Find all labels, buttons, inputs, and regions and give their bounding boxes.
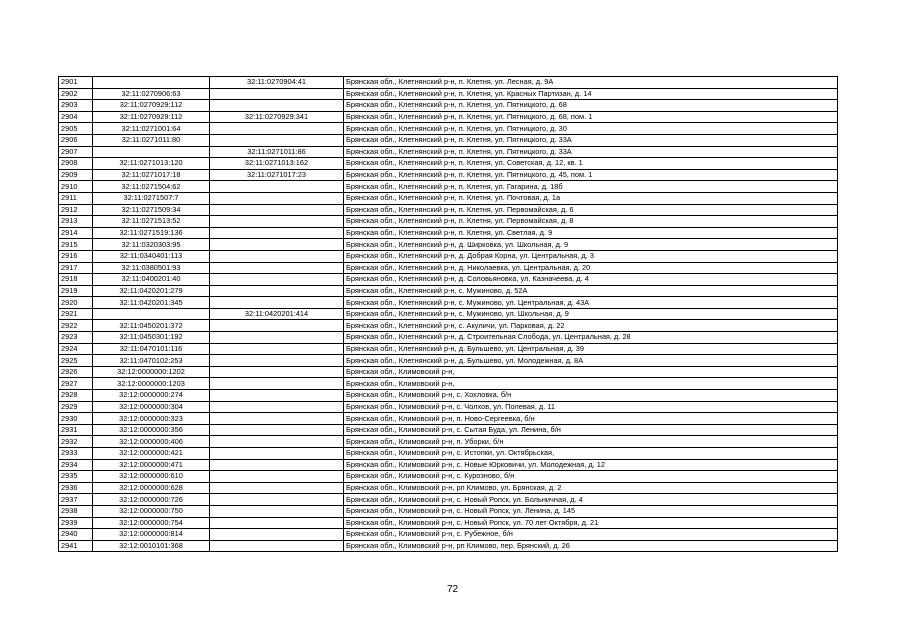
table-row — [59, 274, 838, 286]
row-number-cell: 2911 — [59, 192, 93, 204]
table-row — [59, 169, 838, 181]
cadastral-number-cell: 32:11:0271504:62 — [93, 181, 210, 193]
building-cadastral-number-cell — [210, 274, 344, 286]
address-cell: Брянская обл., Клетнянский р-н, с. Акуличи, ул. Парковая, д. 22 — [344, 320, 838, 332]
address-cell: Брянская обл., Климовский р-н, с. Новый Ропск, ул. Больничная, д. 4 — [344, 494, 838, 506]
address-cell: Брянская обл., Клетнянский р-н, п. Клетня, ул. Светлая, д. 9 — [344, 227, 838, 239]
cadastral-number-cell — [93, 308, 210, 320]
row-number-cell: 2925 — [59, 355, 93, 367]
row-number-cell: 2928 — [59, 390, 93, 402]
address-cell: Брянская обл., Климовский р-н, с. Рубежное, б/н — [344, 529, 838, 541]
table-row — [59, 158, 838, 170]
building-cadastral-number-cell: 32:11:0271017:23 — [210, 169, 344, 181]
row-number-cell: 2924 — [59, 343, 93, 355]
row-number-cell: 2905 — [59, 123, 93, 135]
table-row — [59, 355, 838, 367]
building-cadastral-number-cell — [210, 181, 344, 193]
table-row — [59, 77, 838, 89]
building-cadastral-number-cell — [210, 424, 344, 436]
row-number-cell: 2929 — [59, 401, 93, 413]
address-cell: Брянская обл., Климовский р-н, — [344, 366, 838, 378]
address-cell: Брянская обл., Клетнянский р-н, п. Клетня, ул. Пятницкого, д. 30 — [344, 123, 838, 135]
table-row — [59, 471, 838, 483]
cadastral-number-cell: 32:11:0271509:34 — [93, 204, 210, 216]
table-row — [59, 308, 838, 320]
property-table — [58, 76, 838, 552]
cadastral-number-cell: 32:11:0380501:93 — [93, 262, 210, 274]
address-cell: Брянская обл., Клетнянский р-н, п. Клетня, ул. Пятницкого, д. 68, пом. 1 — [344, 111, 838, 123]
cadastral-number-cell: 32:12:0000000:323 — [93, 413, 210, 425]
table-row — [59, 436, 838, 448]
building-cadastral-number-cell — [210, 332, 344, 344]
row-number-cell: 2909 — [59, 169, 93, 181]
row-number-cell: 2910 — [59, 181, 93, 193]
address-cell: Брянская обл., Клетнянский р-н, д. Бульшево, ул. Центральная, д. 39 — [344, 343, 838, 355]
table-row — [59, 529, 838, 541]
cadastral-number-cell: 32:12:0000000:471 — [93, 459, 210, 471]
building-cadastral-number-cell — [210, 320, 344, 332]
table-row — [59, 250, 838, 262]
cadastral-number-cell: 32:11:0271013:120 — [93, 158, 210, 170]
building-cadastral-number-cell — [210, 413, 344, 425]
row-number-cell: 2918 — [59, 274, 93, 286]
table-row — [59, 216, 838, 228]
table-row — [59, 204, 838, 216]
address-cell: Брянская обл., Клетнянский р-н, д. Ширковка, ул. Школьная, д. 9 — [344, 239, 838, 251]
building-cadastral-number-cell — [210, 343, 344, 355]
table-row — [59, 320, 838, 332]
address-cell: Брянская обл., Клетнянский р-н, п. Клетня, ул. Гагарина, д. 18б — [344, 181, 838, 193]
table-row — [59, 378, 838, 390]
cadastral-number-cell: 32:12:0000000:814 — [93, 529, 210, 541]
table-row — [59, 332, 838, 344]
address-cell: Брянская обл., Клетнянский р-н, с. Мужиново, ул. Школьная, д. 9 — [344, 308, 838, 320]
address-cell: Брянская обл., Климовский р-н, рп Климово, ул. Брянская, д. 2 — [344, 482, 838, 494]
cadastral-number-cell — [93, 77, 210, 89]
cadastral-number-cell: 32:11:0271507:7 — [93, 192, 210, 204]
table-row — [59, 517, 838, 529]
row-number-cell: 2935 — [59, 471, 93, 483]
row-number-cell: 2908 — [59, 158, 93, 170]
address-cell: Брянская обл., Климовский р-н, с. Курозново, б/н — [344, 471, 838, 483]
building-cadastral-number-cell — [210, 390, 344, 402]
cadastral-number-cell: 32:11:0470102:253 — [93, 355, 210, 367]
table-row — [59, 227, 838, 239]
cadastral-number-cell: 32:11:0271513:52 — [93, 216, 210, 228]
row-number-cell: 2941 — [59, 540, 93, 552]
building-cadastral-number-cell — [210, 88, 344, 100]
table-row — [59, 482, 838, 494]
table-body — [59, 77, 838, 552]
row-number-cell: 2920 — [59, 297, 93, 309]
cadastral-number-cell: 32:11:0270929:112 — [93, 100, 210, 112]
cadastral-number-cell: 32:11:0420201:345 — [93, 297, 210, 309]
cadastral-number-cell: 32:12:0000000:726 — [93, 494, 210, 506]
address-cell: Брянская обл., Клетнянский р-н, п. Клетня, ул. Первомайская, д. 8 — [344, 216, 838, 228]
address-cell: Брянская обл., Клетнянский р-н, п. Клетня, ул. Красных Партизан, д. 14 — [344, 88, 838, 100]
cadastral-number-cell: 32:11:0320303:95 — [93, 239, 210, 251]
table-row — [59, 366, 838, 378]
building-cadastral-number-cell — [210, 459, 344, 471]
row-number-cell: 2926 — [59, 366, 93, 378]
cadastral-number-cell: 32:12:0000000:421 — [93, 448, 210, 460]
row-number-cell: 2902 — [59, 88, 93, 100]
table-row — [59, 505, 838, 517]
building-cadastral-number-cell — [210, 540, 344, 552]
row-number-cell: 2906 — [59, 134, 93, 146]
table-row — [59, 100, 838, 112]
building-cadastral-number-cell — [210, 436, 344, 448]
cadastral-number-cell: 32:12:0000000:754 — [93, 517, 210, 529]
building-cadastral-number-cell — [210, 239, 344, 251]
table-row — [59, 192, 838, 204]
address-cell: Брянская обл., Климовский р-н, п. Ново-Сергеевка, б/н — [344, 413, 838, 425]
table-row — [59, 343, 838, 355]
address-cell: Брянская обл., Клетнянский р-н, п. Клетня, ул. Почтовая, д. 1а — [344, 192, 838, 204]
building-cadastral-number-cell — [210, 505, 344, 517]
building-cadastral-number-cell — [210, 529, 344, 541]
row-number-cell: 2940 — [59, 529, 93, 541]
building-cadastral-number-cell — [210, 494, 344, 506]
row-number-cell: 2921 — [59, 308, 93, 320]
address-cell: Брянская обл., Клетнянский р-н, п. Клетня, ул. Пятницкого, д. 45, пом. 1 — [344, 169, 838, 181]
row-number-cell: 2933 — [59, 448, 93, 460]
building-cadastral-number-cell — [210, 366, 344, 378]
building-cadastral-number-cell — [210, 401, 344, 413]
address-cell: Брянская обл., Климовский р-н, с. Сытая Буда, ул. Ленина, б/н — [344, 424, 838, 436]
cadastral-number-cell: 32:11:0270929:112 — [93, 111, 210, 123]
building-cadastral-number-cell: 32:11:0270929:341 — [210, 111, 344, 123]
address-cell: Брянская обл., Климовский р-н, п. Уборки, б/н — [344, 436, 838, 448]
row-number-cell: 2939 — [59, 517, 93, 529]
table-row — [59, 88, 838, 100]
table-row — [59, 239, 838, 251]
cadastral-number-cell: 32:11:0340401:113 — [93, 250, 210, 262]
building-cadastral-number-cell — [210, 216, 344, 228]
cadastral-number-cell: 32:12:0010101:368 — [93, 540, 210, 552]
cadastral-number-cell: 32:11:0420201:279 — [93, 285, 210, 297]
row-number-cell: 2919 — [59, 285, 93, 297]
row-number-cell: 2936 — [59, 482, 93, 494]
building-cadastral-number-cell — [210, 378, 344, 390]
row-number-cell: 2912 — [59, 204, 93, 216]
building-cadastral-number-cell — [210, 448, 344, 460]
table-row — [59, 494, 838, 506]
row-number-cell: 2932 — [59, 436, 93, 448]
building-cadastral-number-cell — [210, 123, 344, 135]
building-cadastral-number-cell — [210, 250, 344, 262]
table-row — [59, 424, 838, 436]
row-number-cell: 2931 — [59, 424, 93, 436]
row-number-cell: 2913 — [59, 216, 93, 228]
building-cadastral-number-cell — [210, 297, 344, 309]
cadastral-number-cell: 32:12:0000000:1202 — [93, 366, 210, 378]
address-cell: Брянская обл., Клетнянский р-н, п. Клетня, ул. Пятницкого, д. 68 — [344, 100, 838, 112]
row-number-cell: 2917 — [59, 262, 93, 274]
cadastral-number-cell: 32:12:0000000:274 — [93, 390, 210, 402]
row-number-cell: 2904 — [59, 111, 93, 123]
address-cell: Брянская обл., Климовский р-н, с. Хохловка, б/н — [344, 390, 838, 402]
address-cell: Брянская обл., Клетнянский р-н, п. Клетня, ул. Первомайская, д. 6 — [344, 204, 838, 216]
address-cell: Брянская обл., Клетнянский р-н, с. Мужиново, ул. Центральная, д. 43А — [344, 297, 838, 309]
building-cadastral-number-cell — [210, 355, 344, 367]
address-cell: Брянская обл., Климовский р-н, рп Климово, пер. Брянский, д. 26 — [344, 540, 838, 552]
address-cell: Брянская обл., Клетнянский р-н, д. Бульшево, ул. Молодежная, д. 8А — [344, 355, 838, 367]
cadastral-number-cell: 32:11:0270906:63 — [93, 88, 210, 100]
building-cadastral-number-cell — [210, 262, 344, 274]
row-number-cell: 2923 — [59, 332, 93, 344]
address-cell: Брянская обл., Клетнянский р-н, п. Клетня, ул. Пятницкого, д. 33А — [344, 134, 838, 146]
building-cadastral-number-cell — [210, 471, 344, 483]
table-row — [59, 134, 838, 146]
cadastral-number-cell: 32:12:0000000:356 — [93, 424, 210, 436]
table-row — [59, 448, 838, 460]
address-cell: Брянская обл., Клетнянский р-н, п. Клетня, ул. Советская, д. 12, кв. 1 — [344, 158, 838, 170]
row-number-cell: 2927 — [59, 378, 93, 390]
row-number-cell: 2930 — [59, 413, 93, 425]
table-row — [59, 262, 838, 274]
cadastral-number-cell — [93, 146, 210, 158]
table-row — [59, 146, 838, 158]
cadastral-number-cell: 32:11:0271017:18 — [93, 169, 210, 181]
cadastral-number-cell: 32:12:0000000:1203 — [93, 378, 210, 390]
building-cadastral-number-cell: 32:11:0420201:414 — [210, 308, 344, 320]
row-number-cell: 2901 — [59, 77, 93, 89]
row-number-cell: 2903 — [59, 100, 93, 112]
cadastral-number-cell: 32:12:0000000:406 — [93, 436, 210, 448]
address-cell: Брянская обл., Климовский р-н, с. Новый Ропск, ул. 70 лет Октября, д. 21 — [344, 517, 838, 529]
building-cadastral-number-cell: 32:11:0271013:162 — [210, 158, 344, 170]
address-cell: Брянская обл., Клетнянский р-н, д. Николаевка, ул. Центральная, д. 20 — [344, 262, 838, 274]
address-cell: Брянская обл., Клетнянский р-н, с. Мужиново, д. 52А — [344, 285, 838, 297]
table-row — [59, 297, 838, 309]
row-number-cell: 2907 — [59, 146, 93, 158]
table-row — [59, 459, 838, 471]
building-cadastral-number-cell — [210, 285, 344, 297]
table-row — [59, 111, 838, 123]
cadastral-number-cell: 32:11:0470101:116 — [93, 343, 210, 355]
building-cadastral-number-cell — [210, 227, 344, 239]
address-cell: Брянская обл., Климовский р-н, с. Истопки, ул. Октябрьская, — [344, 448, 838, 460]
row-number-cell: 2922 — [59, 320, 93, 332]
table-row — [59, 401, 838, 413]
cadastral-number-cell: 32:11:0400201:40 — [93, 274, 210, 286]
row-number-cell: 2934 — [59, 459, 93, 471]
cadastral-number-cell: 32:12:0000000:610 — [93, 471, 210, 483]
cadastral-number-cell: 32:12:0000000:628 — [93, 482, 210, 494]
address-cell: Брянская обл., Клетнянский р-н, д. Соловьяновка, ул. Казначеева, д. 4 — [344, 274, 838, 286]
row-number-cell: 2915 — [59, 239, 93, 251]
row-number-cell: 2914 — [59, 227, 93, 239]
building-cadastral-number-cell — [210, 192, 344, 204]
building-cadastral-number-cell — [210, 100, 344, 112]
building-cadastral-number-cell — [210, 204, 344, 216]
cadastral-number-cell: 32:12:0000000:304 — [93, 401, 210, 413]
row-number-cell: 2937 — [59, 494, 93, 506]
address-cell: Брянская обл., Климовский р-н, с. Чолхов, ул. Полевая, д. 11 — [344, 401, 838, 413]
building-cadastral-number-cell — [210, 134, 344, 146]
address-cell: Брянская обл., Клетнянский р-н, п. Клетня, ул. Пятницкого, д. 33А — [344, 146, 838, 158]
cadastral-number-cell: 32:12:0000000:750 — [93, 505, 210, 517]
building-cadastral-number-cell — [210, 482, 344, 494]
building-cadastral-number-cell: 32:11:0271011:86 — [210, 146, 344, 158]
cadastral-number-cell: 32:11:0271011:80 — [93, 134, 210, 146]
address-cell: Брянская обл., Климовский р-н, с. Новый Ропск, ул. Ленина, д. 145 — [344, 505, 838, 517]
page-number: 72 — [446, 584, 459, 595]
cadastral-number-cell: 32:11:0450201:372 — [93, 320, 210, 332]
table-row — [59, 123, 838, 135]
building-cadastral-number-cell — [210, 517, 344, 529]
table-row — [59, 390, 838, 402]
address-cell: Брянская обл., Клетнянский р-н, д. Добрая Корна, ул. Центральная, д. 3 — [344, 250, 838, 262]
cadastral-number-cell: 32:11:0450301:192 — [93, 332, 210, 344]
address-cell: Брянская обл., Клетнянский р-н, п. Клетня, ул. Лесная, д. 9А — [344, 77, 838, 89]
row-number-cell: 2916 — [59, 250, 93, 262]
table-row — [59, 540, 838, 552]
address-cell: Брянская обл., Климовский р-н, — [344, 378, 838, 390]
table-row — [59, 285, 838, 297]
row-number-cell: 2938 — [59, 505, 93, 517]
cadastral-number-cell: 32:11:0271519:136 — [93, 227, 210, 239]
table-row — [59, 413, 838, 425]
cadastral-number-cell: 32:11:0271001:64 — [93, 123, 210, 135]
address-cell: Брянская обл., Климовский р-н, с. Новые Юрковичи, ул. Молодежная, д. 12 — [344, 459, 838, 471]
address-cell: Брянская обл., Клетнянский р-н, д. Строительная Слобода, ул. Центральная, д. 28 — [344, 332, 838, 344]
table-row — [59, 181, 838, 193]
building-cadastral-number-cell: 32:11:0270904:41 — [210, 77, 344, 89]
